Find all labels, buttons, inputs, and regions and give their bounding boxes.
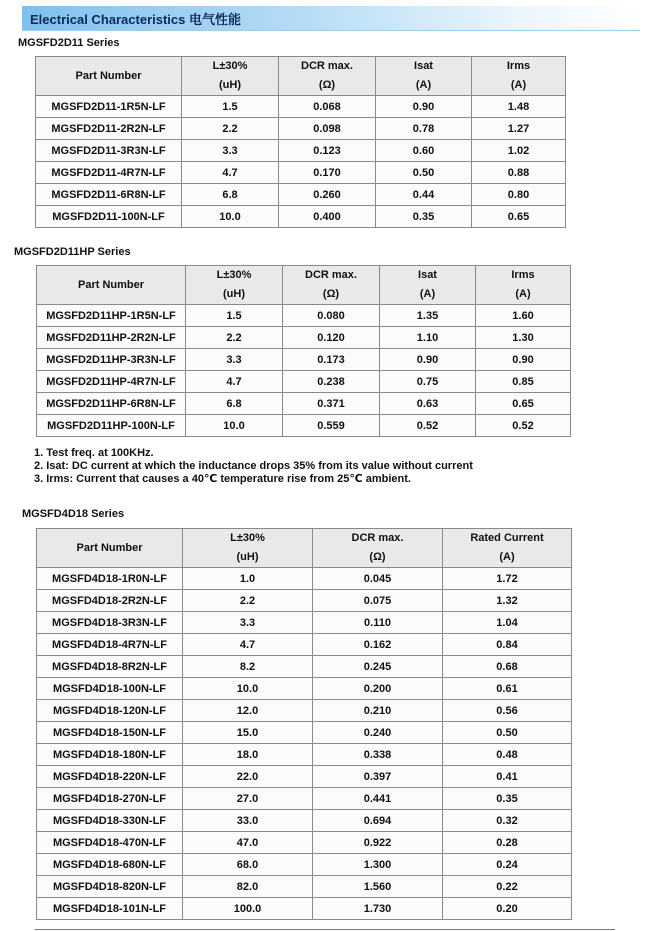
value-cell: 1.0 — [183, 568, 313, 590]
value-cell: 1.72 — [443, 568, 572, 590]
value-cell: 0.371 — [283, 393, 380, 415]
series-title-mgsfd2d11hp: MGSFD2D11HP Series — [14, 246, 131, 258]
value-cell: 4.7 — [182, 162, 279, 184]
value-cell: 1.730 — [313, 898, 443, 920]
footer-divider — [35, 929, 615, 930]
value-cell: 0.50 — [443, 722, 572, 744]
part-number-cell: MGSFD4D18-330N-LF — [37, 810, 183, 832]
section-banner — [22, 6, 640, 31]
column-header-label: L±30% — [212, 60, 248, 72]
column-header-label: L±30% — [216, 269, 252, 281]
table-row — [36, 96, 566, 118]
value-cell: 0.238 — [283, 371, 380, 393]
value-cell: 1.04 — [443, 612, 572, 634]
column-header — [380, 266, 476, 305]
value-cell: 0.123 — [279, 140, 376, 162]
table-row — [37, 415, 571, 437]
header-row — [37, 266, 571, 305]
column-header-label: L±30% — [230, 532, 265, 544]
table-row — [36, 184, 566, 206]
value-cell: 10.0 — [186, 415, 283, 437]
value-cell: 0.922 — [313, 832, 443, 854]
value-cell: 1.02 — [472, 140, 566, 162]
value-cell: 1.60 — [476, 305, 571, 327]
value-cell: 0.173 — [283, 349, 380, 371]
column-header — [183, 529, 313, 568]
column-header-unit: (A) — [515, 288, 531, 300]
value-cell: 0.400 — [279, 206, 376, 228]
part-number-cell: MGSFD2D11-2R2N-LF — [36, 118, 182, 140]
column-header — [476, 266, 571, 305]
value-cell: 1.5 — [182, 96, 279, 118]
table-row — [37, 832, 572, 854]
spec-table-mgsfd2d11hp — [36, 265, 571, 437]
table-row — [37, 612, 572, 634]
value-cell: 18.0 — [183, 744, 313, 766]
part-number-cell: MGSFD4D18-820N-LF — [37, 876, 183, 898]
value-cell: 0.240 — [313, 722, 443, 744]
value-cell: 0.90 — [476, 349, 571, 371]
header-row — [37, 529, 572, 568]
column-header-unit: (uH) — [219, 79, 241, 91]
part-number-cell: MGSFD2D11-3R3N-LF — [36, 140, 182, 162]
part-number-cell: MGSFD4D18-4R7N-LF — [37, 634, 183, 656]
table-row — [37, 305, 571, 327]
column-header — [313, 529, 443, 568]
column-header — [37, 266, 186, 305]
part-number-cell: MGSFD2D11HP-1R5N-LF — [37, 305, 186, 327]
value-cell: 0.52 — [476, 415, 571, 437]
table-row — [37, 393, 571, 415]
column-header-unit: (Ω) — [369, 551, 386, 563]
value-cell: 47.0 — [183, 832, 313, 854]
value-cell: 27.0 — [183, 788, 313, 810]
note-item: 1. Test freq. at 100KHz. — [34, 447, 154, 459]
table-row — [36, 140, 566, 162]
header-row — [36, 57, 566, 96]
value-cell: 0.90 — [376, 96, 472, 118]
column-header-label: DCR max. — [305, 269, 357, 281]
value-cell: 100.0 — [183, 898, 313, 920]
column-header — [182, 57, 279, 96]
value-cell: 0.52 — [380, 415, 476, 437]
column-header-label: Part Number — [76, 541, 143, 554]
value-cell: 0.24 — [443, 854, 572, 876]
table-row — [37, 766, 572, 788]
value-cell: 12.0 — [183, 700, 313, 722]
column-header-unit: (A) — [415, 79, 432, 91]
value-cell: 0.68 — [443, 656, 572, 678]
column-header — [186, 266, 283, 305]
value-cell: 0.080 — [283, 305, 380, 327]
series-title-mgsfd4d18: MGSFD4D18 Series — [22, 508, 125, 520]
table-row — [37, 327, 571, 349]
table-row — [37, 678, 572, 700]
value-cell: 0.35 — [376, 206, 472, 228]
value-cell: 1.300 — [313, 854, 443, 876]
table-row — [37, 700, 572, 722]
part-number-cell: MGSFD4D18-220N-LF — [37, 766, 183, 788]
value-cell: 6.8 — [186, 393, 283, 415]
value-cell: 1.30 — [476, 327, 571, 349]
value-cell: 82.0 — [183, 876, 313, 898]
value-cell: 2.2 — [183, 590, 313, 612]
value-cell: 33.0 — [183, 810, 313, 832]
table-row — [37, 722, 572, 744]
part-number-cell: MGSFD4D18-100N-LF — [37, 678, 183, 700]
value-cell: 3.3 — [182, 140, 279, 162]
value-cell: 0.44 — [376, 184, 472, 206]
column-header — [376, 57, 472, 96]
series-title-mgsfd2d11: MGSFD2D11 Series — [18, 37, 120, 49]
value-cell: 0.441 — [313, 788, 443, 810]
note-item: 2. Isat: DC current at which the inductance drops 35% from its value without current — [34, 460, 473, 472]
value-cell: 2.2 — [182, 118, 279, 140]
value-cell: 1.10 — [380, 327, 476, 349]
column-header-unit: (A) — [510, 79, 527, 91]
part-number-cell: MGSFD4D18-8R2N-LF — [37, 656, 183, 678]
value-cell: 0.85 — [476, 371, 571, 393]
part-number-cell: MGSFD4D18-270N-LF — [37, 788, 183, 810]
part-number-cell: MGSFD4D18-150N-LF — [37, 722, 183, 744]
value-cell: 0.397 — [313, 766, 443, 788]
value-cell: 1.35 — [380, 305, 476, 327]
value-cell: 0.90 — [380, 349, 476, 371]
value-cell: 0.78 — [376, 118, 472, 140]
value-cell: 0.80 — [472, 184, 566, 206]
value-cell: 0.75 — [380, 371, 476, 393]
value-cell: 0.61 — [443, 678, 572, 700]
part-number-cell: MGSFD2D11HP-4R7N-LF — [37, 371, 186, 393]
value-cell: 0.65 — [476, 393, 571, 415]
part-number-cell: MGSFD4D18-2R2N-LF — [37, 590, 183, 612]
value-cell: 1.560 — [313, 876, 443, 898]
table-row — [36, 206, 566, 228]
column-header-unit: (Ω) — [322, 288, 340, 300]
part-number-cell: MGSFD4D18-101N-LF — [37, 898, 183, 920]
value-cell: 2.2 — [186, 327, 283, 349]
value-cell: 0.210 — [313, 700, 443, 722]
column-header-unit: (uH) — [236, 551, 259, 563]
part-number-cell: MGSFD2D11HP-100N-LF — [37, 415, 186, 437]
value-cell: 0.162 — [313, 634, 443, 656]
value-cell: 1.5 — [186, 305, 283, 327]
value-cell: 0.41 — [443, 766, 572, 788]
column-header — [443, 529, 572, 568]
column-header-label: Isat — [414, 60, 433, 72]
part-number-cell: MGSFD4D18-180N-LF — [37, 744, 183, 766]
value-cell: 8.2 — [183, 656, 313, 678]
value-cell: 0.338 — [313, 744, 443, 766]
value-cell: 0.48 — [443, 744, 572, 766]
value-cell: 0.045 — [313, 568, 443, 590]
value-cell: 4.7 — [183, 634, 313, 656]
value-cell: 0.20 — [443, 898, 572, 920]
column-header-label: Part Number — [77, 278, 145, 291]
value-cell: 4.7 — [186, 371, 283, 393]
value-cell: 0.35 — [443, 788, 572, 810]
notes — [34, 447, 473, 486]
value-cell: 68.0 — [183, 854, 313, 876]
column-header — [36, 57, 182, 96]
table-row — [37, 744, 572, 766]
column-header-label: Part Number — [75, 69, 142, 82]
section-title: Electrical Characteristics 电气性能 — [30, 12, 241, 27]
value-cell: 0.50 — [376, 162, 472, 184]
table-row — [37, 854, 572, 876]
column-header — [37, 529, 183, 568]
value-cell: 1.48 — [472, 96, 566, 118]
value-cell: 0.65 — [472, 206, 566, 228]
table-row — [37, 788, 572, 810]
note-item: 3. Irms: Current that causes a 40℃ temperature rise from 25℃ ambient. — [34, 473, 411, 485]
table-row — [37, 568, 572, 590]
value-cell: 22.0 — [183, 766, 313, 788]
part-number-cell: MGSFD2D11HP-2R2N-LF — [37, 327, 186, 349]
value-cell: 0.245 — [313, 656, 443, 678]
column-header — [279, 57, 376, 96]
table-row — [37, 810, 572, 832]
column-header-label: Irms — [511, 269, 535, 281]
value-cell: 0.88 — [472, 162, 566, 184]
value-cell: 0.84 — [443, 634, 572, 656]
value-cell: 10.0 — [183, 678, 313, 700]
column-header-label: DCR max. — [351, 532, 404, 544]
value-cell: 0.200 — [313, 678, 443, 700]
value-cell: 0.559 — [283, 415, 380, 437]
part-number-cell: MGSFD2D11HP-6R8N-LF — [37, 393, 186, 415]
column-header-unit: (uH) — [223, 288, 245, 300]
value-cell: 1.32 — [443, 590, 572, 612]
part-number-cell: MGSFD4D18-120N-LF — [37, 700, 183, 722]
column-header — [283, 266, 380, 305]
value-cell: 0.694 — [313, 810, 443, 832]
value-cell: 10.0 — [182, 206, 279, 228]
value-cell: 0.110 — [313, 612, 443, 634]
value-cell: 0.075 — [313, 590, 443, 612]
part-number-cell: MGSFD4D18-3R3N-LF — [37, 612, 183, 634]
value-cell: 0.32 — [443, 810, 572, 832]
value-cell: 6.8 — [182, 184, 279, 206]
table-row — [37, 590, 572, 612]
value-cell: 0.120 — [283, 327, 380, 349]
spec-table-mgsfd4d18 — [36, 528, 572, 920]
column-header-label: DCR max. — [301, 60, 353, 72]
table-row — [36, 118, 566, 140]
spec-table-mgsfd2d11 — [35, 56, 566, 228]
table-row — [36, 162, 566, 184]
part-number-cell: MGSFD2D11-6R8N-LF — [36, 184, 182, 206]
value-cell: 0.170 — [279, 162, 376, 184]
value-cell: 0.56 — [443, 700, 572, 722]
table-row — [37, 656, 572, 678]
column-header-label: Rated Current — [470, 532, 544, 544]
value-cell: 0.63 — [380, 393, 476, 415]
table-row — [37, 349, 571, 371]
value-cell: 0.098 — [279, 118, 376, 140]
value-cell: 15.0 — [183, 722, 313, 744]
part-number-cell: MGSFD2D11-4R7N-LF — [36, 162, 182, 184]
table-row — [37, 876, 572, 898]
value-cell: 3.3 — [183, 612, 313, 634]
value-cell: 0.260 — [279, 184, 376, 206]
part-number-cell: MGSFD4D18-1R0N-LF — [37, 568, 183, 590]
column-header-unit: (Ω) — [318, 79, 336, 91]
part-number-cell: MGSFD4D18-680N-LF — [37, 854, 183, 876]
column-header-unit: (A) — [499, 551, 515, 563]
column-header — [472, 57, 566, 96]
column-header-label: Isat — [418, 269, 437, 281]
part-number-cell: MGSFD2D11-100N-LF — [36, 206, 182, 228]
value-cell: 0.60 — [376, 140, 472, 162]
table-row — [37, 898, 572, 920]
table-row — [37, 371, 571, 393]
table-row — [37, 634, 572, 656]
column-header-label: Irms — [506, 60, 531, 72]
value-cell: 1.27 — [472, 118, 566, 140]
value-cell: 0.22 — [443, 876, 572, 898]
part-number-cell: MGSFD2D11HP-3R3N-LF — [37, 349, 186, 371]
value-cell: 0.28 — [443, 832, 572, 854]
column-header-unit: (A) — [419, 288, 436, 300]
value-cell: 3.3 — [186, 349, 283, 371]
value-cell: 0.068 — [279, 96, 376, 118]
part-number-cell: MGSFD2D11-1R5N-LF — [36, 96, 182, 118]
part-number-cell: MGSFD4D18-470N-LF — [37, 832, 183, 854]
